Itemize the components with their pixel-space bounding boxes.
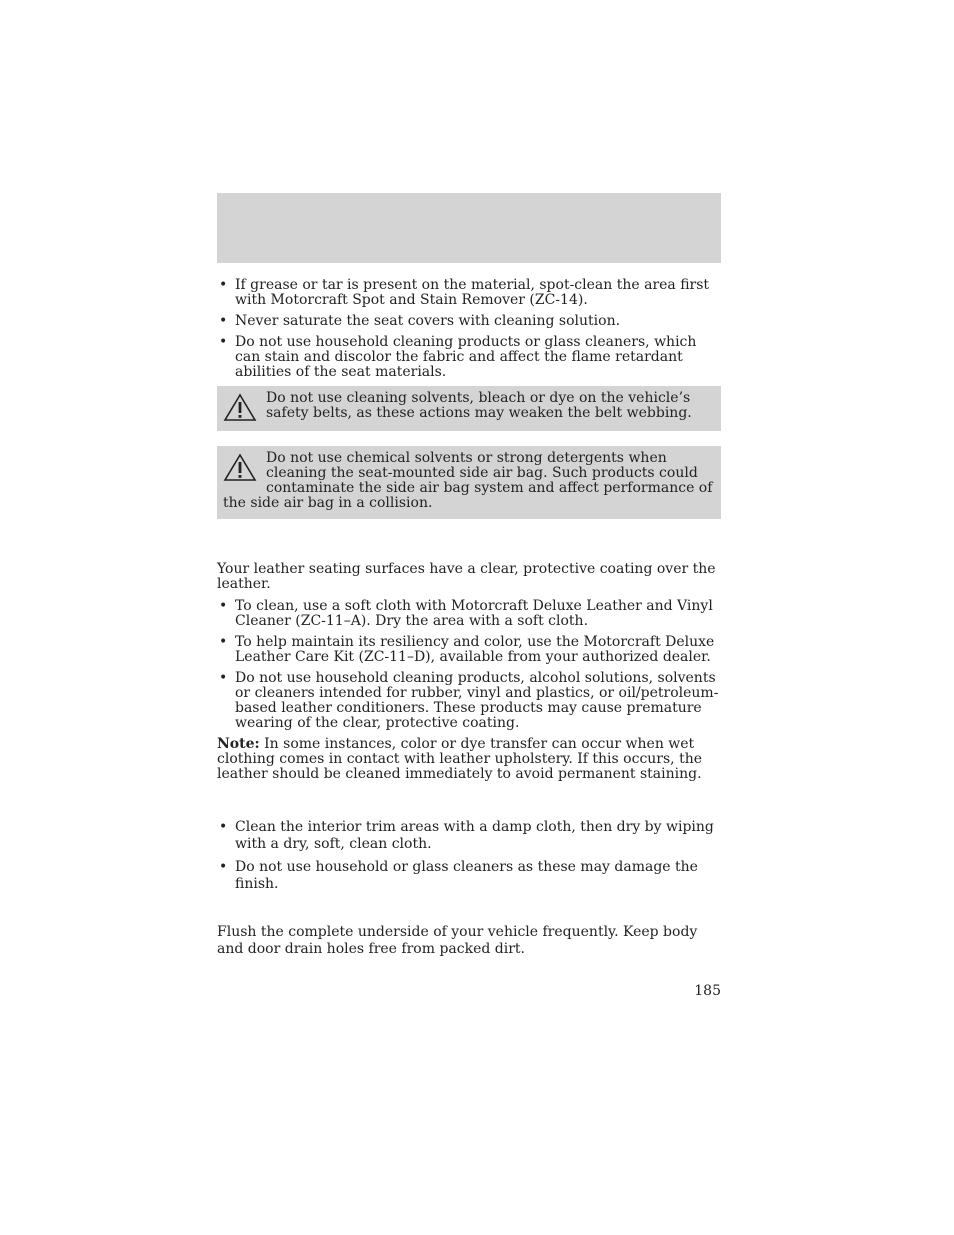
underbody-paragraph: Flush the complete underside of your vehicle frequently. Keep body and door drain holes free from packed dirt. (217, 924, 698, 957)
list-item: • Do not use household cleaning products or glass cleaners, which can stain and discolor the fabric and affect the flame retardant abilities of the seat materials. (217, 335, 721, 380)
note-text: In some instances, color or dye transfer can occur when wet clothing comes in contact with leather upholstery. If this occurs, the leather should be cleaned immediately to avoid permanent staining. (217, 736, 703, 782)
list-item: • If grease or tar is present on the material, spot-clean the area first with Motorcraft Spot and Stain Remover (ZC-14). (217, 278, 721, 308)
fabric-cleaning-list (217, 278, 721, 380)
page-content (217, 278, 721, 958)
warning-box-side-air-bag (217, 446, 721, 519)
warning-text: Do not use cleaning solvents, bleach or dye on the vehicle’s safety belts, as these actions may weaken the belt webbing. (266, 390, 692, 421)
warning-box-safety-belts (217, 386, 721, 431)
section-header-band (217, 193, 721, 263)
leather-intro: Your leather seating surfaces have a clear, protective coating over the leather. (217, 561, 716, 592)
warning-triangle-icon (223, 393, 257, 423)
leather-cleaning-list (217, 599, 721, 731)
warning-triangle-icon (223, 453, 257, 483)
warning-text: Do not use chemical solvents or strong detergents when cleaning the seat-mounted side air bag. Such products could contaminate the side air bag system and affect performance of the side air bag in a collision. (223, 450, 713, 511)
list-item: • Do not use household cleaning products, alcohol solutions, solvents or cleaners intended for rubber, vinyl and plastics, or oil/petroleum-based leather conditioners. These products may cause premature wearing of the clear, protective coating. (217, 671, 721, 731)
list-item: • To clean, use a soft cloth with Motorcraft Deluxe Leather and Vinyl Cleaner (ZC-11–A). Dry the area with a soft cloth. (217, 599, 721, 629)
note-paragraph (217, 737, 721, 782)
page-number: 185 (694, 983, 721, 999)
list-item: • Never saturate the seat covers with cleaning solution. (217, 314, 721, 329)
list-item: • To help maintain its resiliency and color, use the Motorcraft Deluxe Leather Care Kit (ZC-11–D), available from your authorized dealer. (217, 635, 721, 665)
list-item: • Do not use household or glass cleaners as these may damage the finish. (217, 859, 721, 893)
list-item: • Clean the interior trim areas with a damp cloth, then dry by wiping with a dry, soft, clean cloth. (217, 819, 721, 853)
interior-trim-list (217, 819, 721, 893)
note-label: Note: (217, 736, 260, 752)
